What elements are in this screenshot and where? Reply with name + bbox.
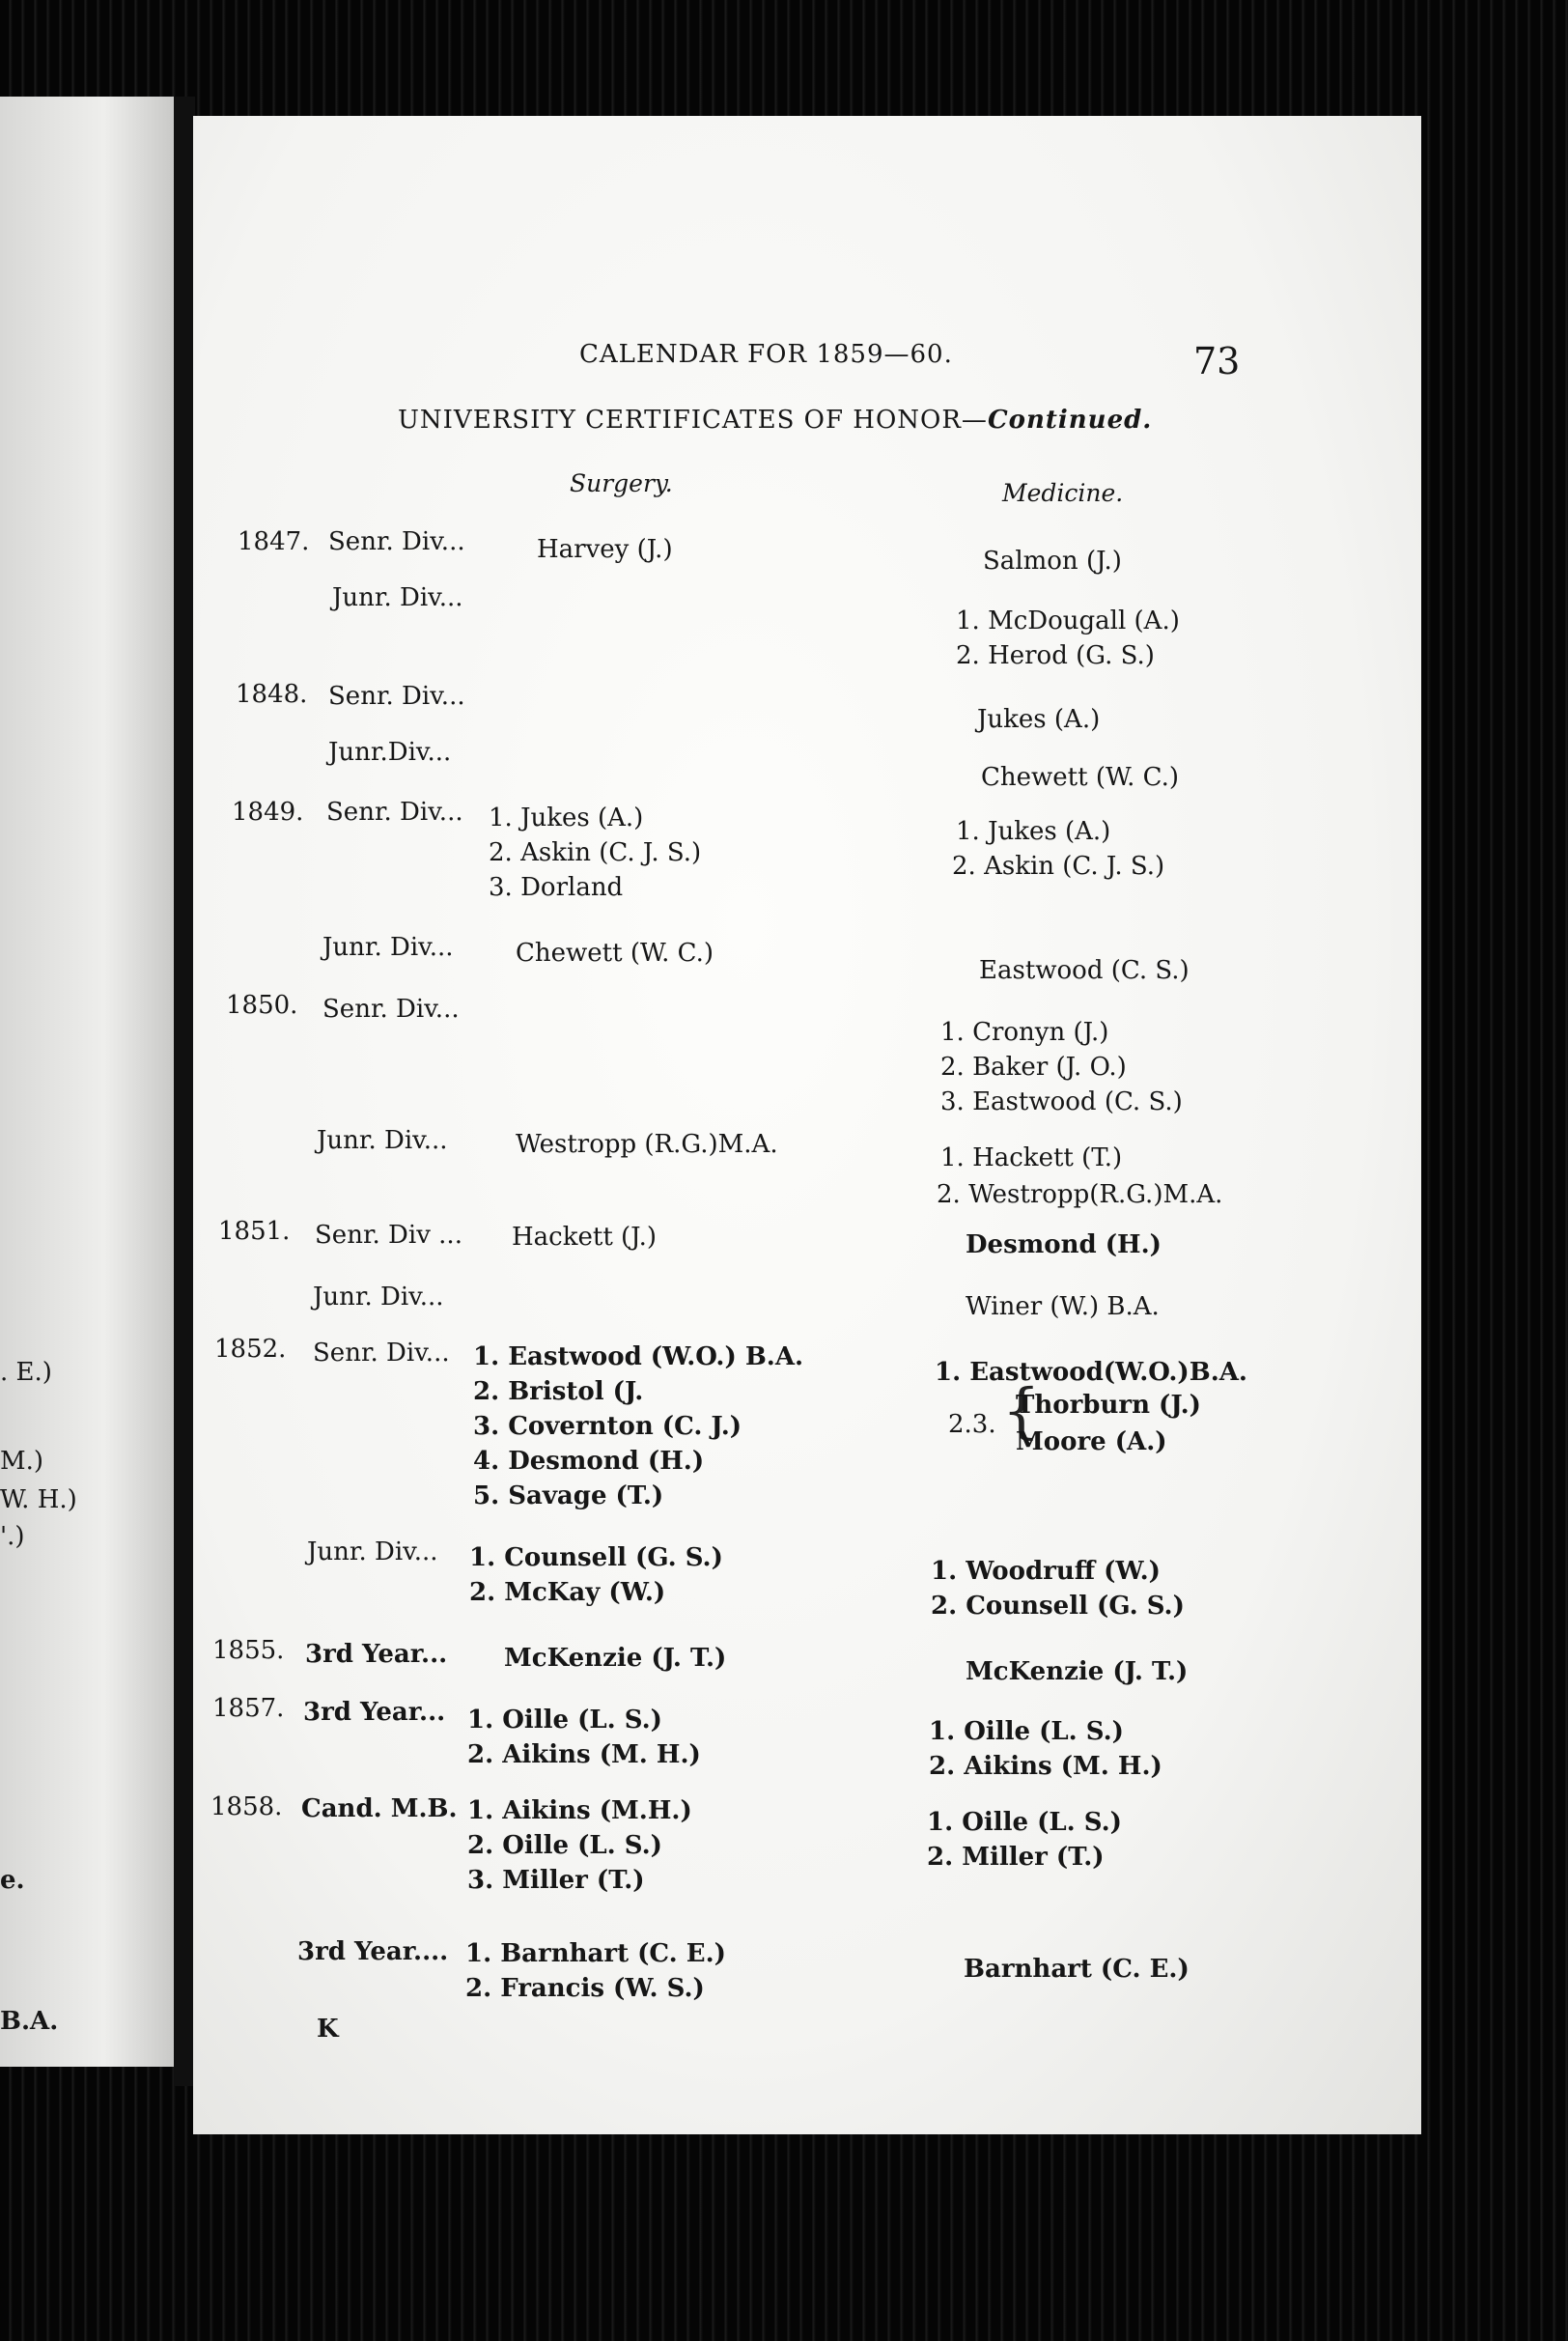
surgery-entry: 1. Aikins (M.H.) (467, 1796, 692, 1825)
medicine-entry: 2. Herod (G. S.) (956, 641, 1155, 670)
surgery-entry: 4. Desmond (H.) (473, 1447, 705, 1476)
surgery-entry: 3. Covernton (C. J.) (473, 1412, 742, 1441)
medicine-entry: 1. Oille (L. S.) (927, 1808, 1122, 1837)
page-number: 73 (1193, 340, 1241, 382)
section-title (398, 406, 1152, 435)
medicine-entry: 1. Oille (L. S.) (929, 1717, 1124, 1746)
medicine-entry: Winer (W.) B.A. (966, 1292, 1160, 1321)
year-label: 1847. (238, 527, 310, 556)
year-label: 1851. (218, 1217, 291, 1246)
surgery-entry: 1. Counsell (G. S.) (469, 1543, 723, 1572)
medicine-entry: 2. Aikins (M. H.) (929, 1752, 1162, 1781)
surgery-entry: 1. Barnhart (C. E.) (465, 1939, 726, 1968)
medicine-entry: Salmon (J.) (983, 547, 1122, 576)
medicine-entry: 2. Baker (J. O.) (940, 1053, 1127, 1082)
year-label: 1858. (210, 1792, 283, 1821)
year-label: 1852. (214, 1335, 287, 1364)
surgery-entry: 1. Oille (L. S.) (467, 1706, 662, 1735)
surgery-entry: 2. Oille (L. S.) (467, 1831, 662, 1860)
division-label: Junr. Div... (307, 1537, 438, 1566)
surgery-entry: 3. Miller (T.) (467, 1866, 645, 1895)
section-title-text: UNIVERSITY CERTIFICATES OF HONOR— (398, 406, 988, 435)
medicine-entry: Barnhart (C. E.) (964, 1955, 1190, 1984)
left-facing-page (0, 97, 174, 2067)
division-label: Senr. Div... (328, 682, 465, 711)
division-label: Senr. Div... (328, 527, 465, 556)
medicine-entry: Chewett (W. C.) (981, 763, 1180, 792)
surgery-entry: 2. McKay (W.) (469, 1578, 666, 1607)
medicine-entry: Moore (A.) (1016, 1427, 1167, 1456)
section-continued: Continued. (987, 406, 1153, 435)
year-label: 1855. (212, 1636, 285, 1665)
left-margin-fragment: . E.) (0, 1358, 52, 1387)
medicine-entry: 1. Jukes (A.) (956, 817, 1111, 846)
medicine-entry: 2. Askin (C. J. S.) (952, 852, 1165, 881)
left-margin-fragment: '.) (0, 1522, 25, 1551)
year-label: 1857. (212, 1694, 285, 1723)
medicine-entry: 1. Cronyn (J.) (940, 1018, 1109, 1047)
year-label: 1849. (232, 798, 304, 827)
surgery-entry: 5. Savage (T.) (473, 1481, 664, 1510)
medicine-entry: 2. Counsell (G. S.) (931, 1592, 1185, 1621)
medicine-entry: Eastwood (C. S.) (979, 956, 1190, 985)
division-label: Junr. Div... (332, 583, 463, 612)
medicine-entry: 1. Eastwood(W.O.)B.A. (935, 1358, 1247, 1387)
surgery-entry: Hackett (J.) (512, 1223, 657, 1252)
tie-brace: { (1002, 1375, 1041, 1446)
medicine-entry: 1. Woodruff (W.) (931, 1557, 1161, 1586)
division-label: Senr. Div... (322, 995, 460, 1024)
left-margin-fragment: W. H.) (0, 1485, 77, 1514)
column-heading-medicine: Medicine. (1002, 479, 1124, 507)
division-label: Senr. Div... (313, 1339, 450, 1368)
division-label: Senr. Div... (326, 798, 463, 827)
division-label: 3rd Year.... (297, 1937, 449, 1966)
surgery-entry: Harvey (J.) (537, 535, 673, 564)
page-gutter (174, 97, 195, 2086)
left-margin-fragment: M.) (0, 1447, 44, 1476)
medicine-entry: Desmond (H.) (966, 1230, 1162, 1259)
medicine-entry: 1. McDougall (A.) (956, 606, 1180, 635)
medicine-entry: 3. Eastwood (C. S.) (940, 1087, 1183, 1116)
year-label: 1850. (226, 991, 298, 1020)
medicine-entry: 2. Westropp(R.G.)M.A. (937, 1180, 1223, 1209)
medicine-entry: Thorburn (J.) (1016, 1391, 1201, 1420)
division-label: Senr. Div ... (315, 1221, 462, 1250)
surgery-entry: 1. Jukes (A.) (489, 804, 644, 832)
surgery-entry: 2. Bristol (J. (473, 1377, 644, 1406)
medicine-entry: Jukes (A.) (977, 705, 1101, 734)
division-label: Junr. Div... (322, 933, 454, 962)
surgery-entry: McKenzie (J. T.) (504, 1644, 727, 1673)
division-label: Junr. Div... (313, 1283, 444, 1312)
division-label: Cand. M.B. (301, 1794, 458, 1823)
running-head: CALENDAR FOR 1859—60. (579, 340, 953, 369)
signature-mark: K (317, 2015, 339, 2044)
year-label: 1848. (236, 680, 308, 709)
surgery-entry: 1. Eastwood (W.O.) B.A. (473, 1342, 804, 1371)
surgery-entry: 2. Francis (W. S.) (465, 1974, 705, 2003)
surgery-entry: 3. Dorland (489, 873, 624, 902)
left-margin-fragment: e. (0, 1866, 25, 1895)
division-label: 3rd Year... (305, 1640, 448, 1669)
surgery-entry: Westropp (R.G.)M.A. (516, 1130, 778, 1159)
division-label: Junr. Div... (317, 1126, 448, 1155)
surgery-entry: 2. Aikins (M. H.) (467, 1740, 701, 1769)
division-label: 3rd Year... (303, 1698, 446, 1727)
tie-label: 2.3. (948, 1410, 996, 1439)
left-margin-fragment: B.A. (0, 2007, 59, 2036)
medicine-entry: McKenzie (J. T.) (966, 1657, 1189, 1686)
medicine-entry: 2. Miller (T.) (927, 1843, 1105, 1872)
surgery-entry: 2. Askin (C. J. S.) (489, 838, 702, 867)
book-page (193, 116, 1421, 2134)
division-label: Junr.Div... (328, 738, 452, 767)
column-heading-surgery: Surgery. (570, 469, 673, 497)
surgery-entry: Chewett (W. C.) (516, 939, 714, 968)
medicine-entry: 1. Hackett (T.) (940, 1143, 1123, 1172)
